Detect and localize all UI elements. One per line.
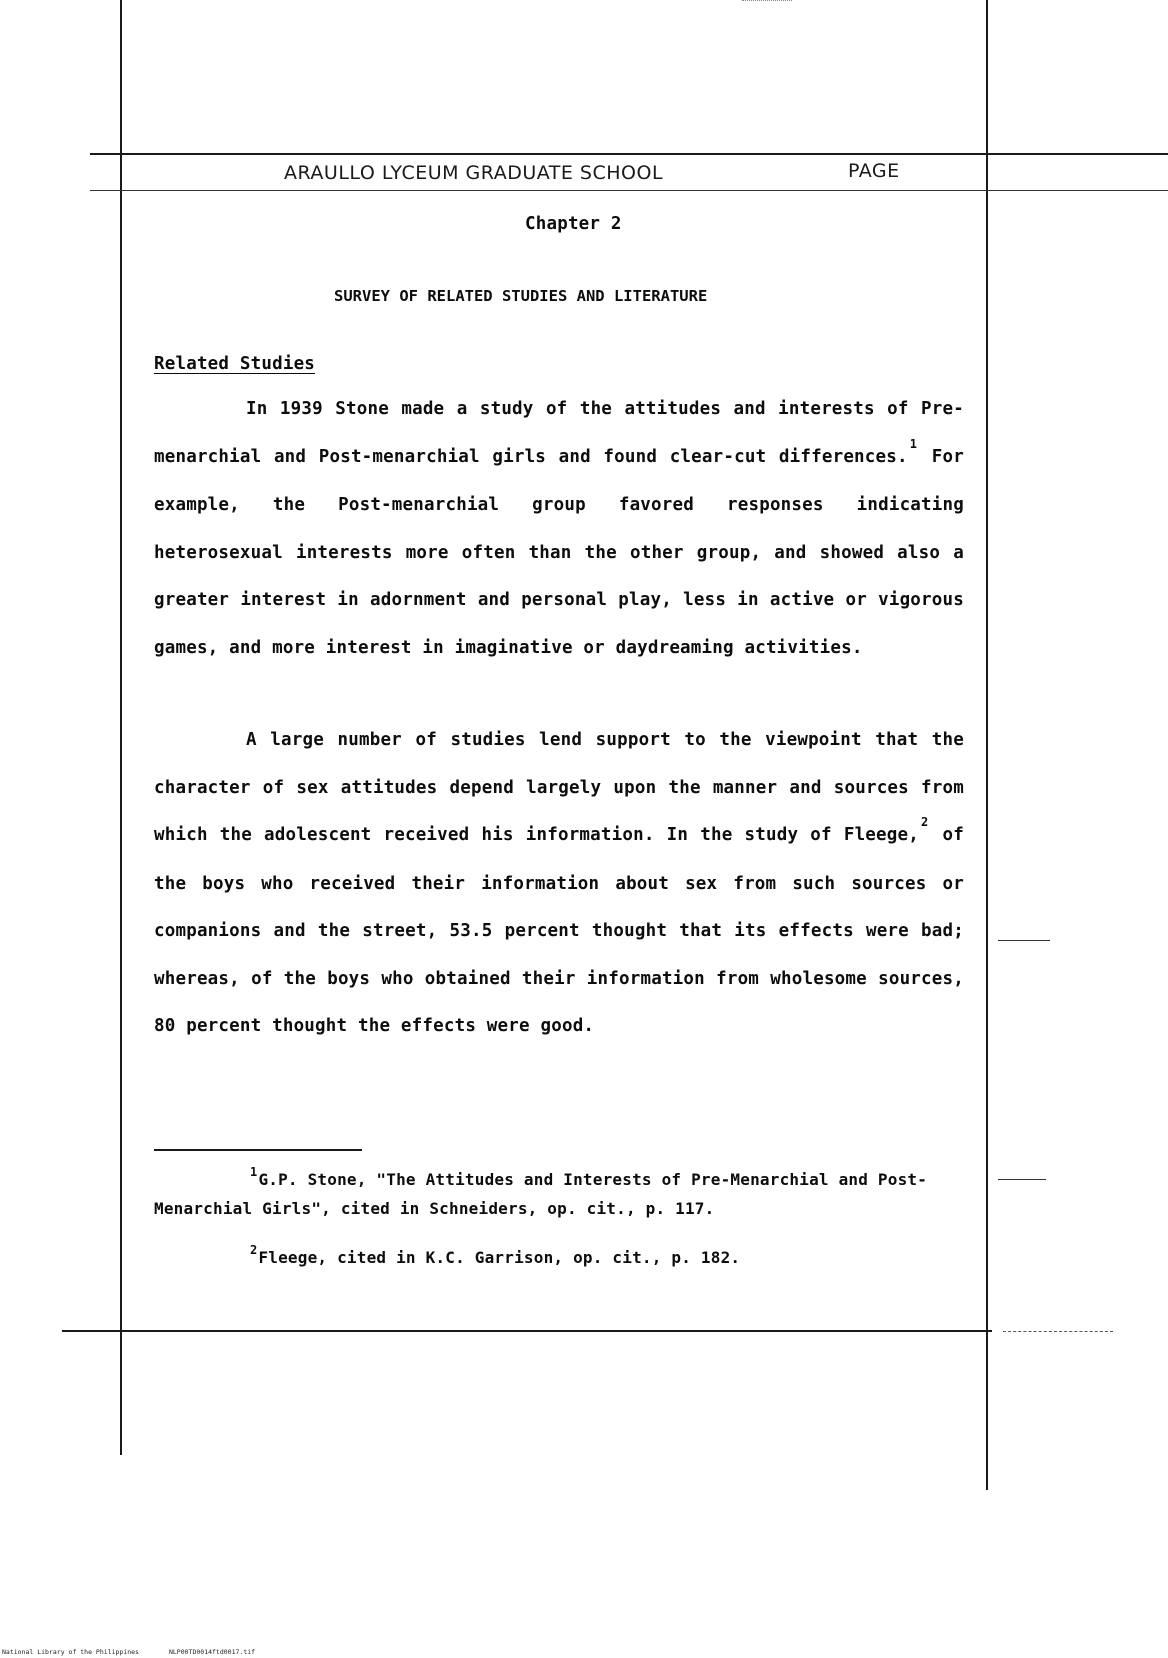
paragraph-2-text-b: of the boys who received their information about sex from such sources or companions and the street, 53.5 percent thought that its effects were bad; whereas, of the boys who obtained their information from wholesome sources, 80 percent thought the effects were good. <box>154 825 964 1036</box>
footnote-2-mark: 2 <box>250 1243 258 1257</box>
left-margin-line <box>120 0 122 1455</box>
right-margin-line <box>986 0 988 1490</box>
library-caption: National Library of the Philippines <box>2 1648 139 1656</box>
footnote-ref-2: 2 <box>920 815 929 829</box>
footnote-side-mark <box>998 1179 1046 1180</box>
footnote-1 <box>154 1166 964 1222</box>
footer-rule-right <box>1003 1331 1113 1332</box>
scan-speck <box>742 0 792 7</box>
section-title: SURVEY OF RELATED STUDIES AND LITERATURE <box>334 287 708 305</box>
scan-caption <box>2 1648 285 1656</box>
paragraph-1-text-a: In 1939 Stone made a study of the attitudes and interests of Pre-menarchial and Post-menarchial girls and found clear-cut differences. <box>154 399 964 467</box>
footer-rule <box>62 1330 992 1332</box>
school-name-header: ARAULLO LYCEUM GRADUATE SCHOOL <box>284 162 664 184</box>
subheading-related-studies: Related Studies <box>154 354 316 374</box>
body-paragraph-1 <box>154 386 964 672</box>
body-side-mark <box>998 940 1050 941</box>
footnote-1-mark: 1 <box>250 1165 258 1179</box>
footnote-1-text: G.P. Stone, "The Attitudes and Interests of Pre-Menarchial and Post-Menarchial Girls", cited in Schneiders, op. cit., p. 117. <box>154 1170 928 1218</box>
footnote-ref-1: 1 <box>909 436 918 451</box>
header-bottom-rule <box>90 190 1168 191</box>
footnote-separator <box>154 1149 362 1151</box>
chapter-heading: Chapter 2 <box>525 214 622 234</box>
paragraph-2-text-a: A large number of studies lend support to the viewpoint that the character of sex attitudes depend largely upon the manner and sources from which the adolescent received his information. In the study of Fleege, <box>154 730 964 845</box>
footnote-2 <box>154 1244 964 1273</box>
header-top-rule <box>90 153 1168 155</box>
body-paragraph-2 <box>154 717 964 1051</box>
page-label-header: PAGE <box>848 160 900 182</box>
footnote-2-text: Fleege, cited in K.C. Garrison, op. cit., p. 182. <box>258 1248 741 1267</box>
file-caption: NLP00TD0014ftd0017.tif <box>168 1648 256 1656</box>
paragraph-1-text-b: For example, the Post-menarchial group favored responses indicating heterosexual interests more often than the other group, and showed also a greater interest in adornment and personal play, less in active or vigorous games, and more interest in imaginative or daydreaming activities. <box>154 446 964 658</box>
